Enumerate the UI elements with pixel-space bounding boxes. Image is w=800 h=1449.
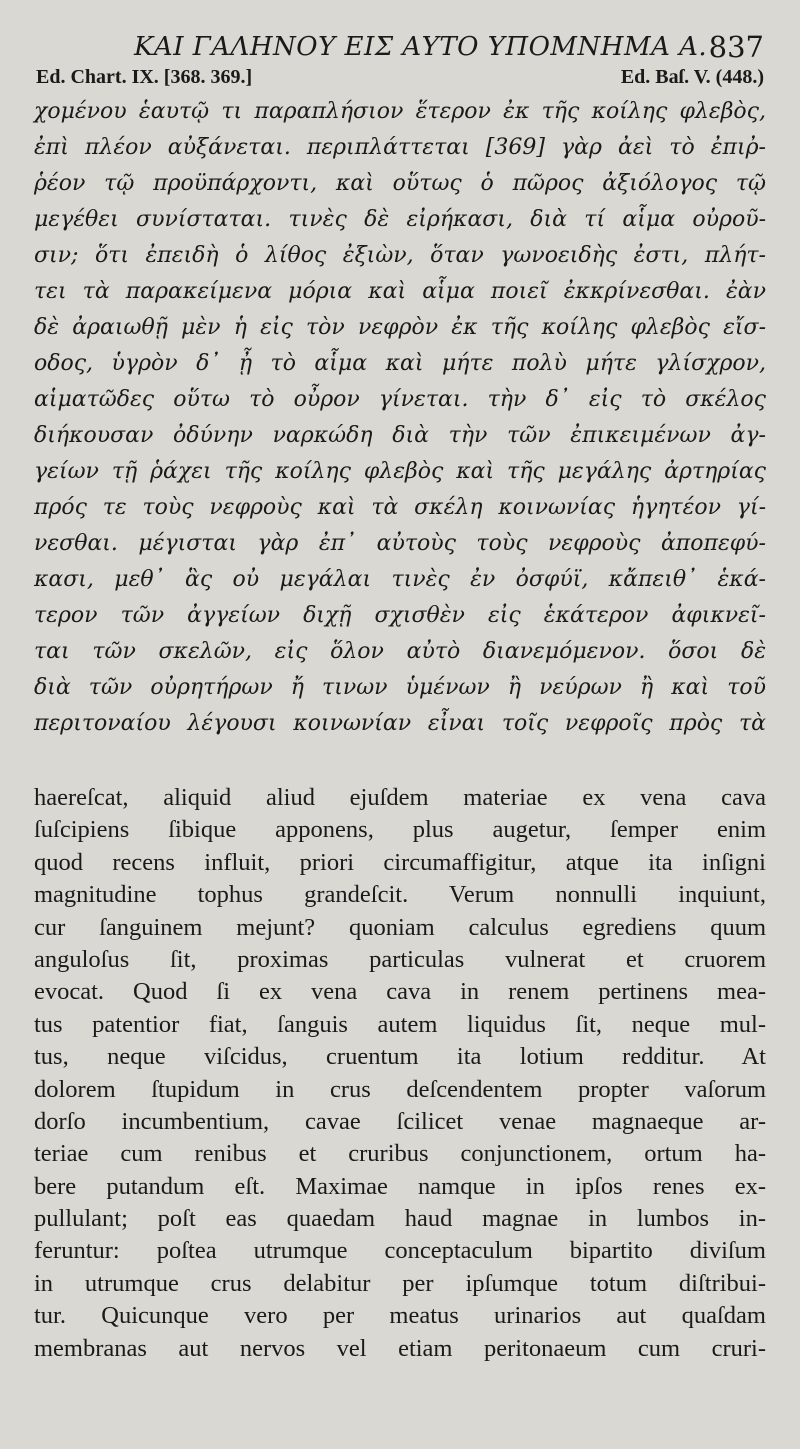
latin-text-line: dorſo incumbentium, cavae ſcilicet venae magnaeque ar-	[34, 1107, 766, 1135]
greek-text-line: πρός τε τοὺς νεφροὺς καὶ τὰ σκέλη κοινωνίας ἡγητέον γί-	[34, 495, 766, 520]
greek-text-line: ἐπὶ πλέον αὐξάνεται. περιπλάττεται [369] γὰρ ἀεὶ τὸ ἐπιῤ-	[34, 135, 766, 160]
latin-text-line: evocat. Quod ſi ex vena cava in renem pertinens mea-	[34, 978, 766, 1006]
latin-text-line: tus, neque viſcidus, cruentum ita lotium redditur. At	[34, 1043, 766, 1071]
latin-text-line: tur. Quicunque vero per meatus urinarios aut quaſdam	[34, 1302, 766, 1330]
greek-text-line: χομένου ἑαυτῷ τι παραπλήσιον ἕτερον ἐκ τῆς κοίλης φλεβὸς,	[34, 99, 766, 124]
greek-text-line: περιτοναίου λέγουσι κοινωνίαν εἶναι τοῖς νεφροῖς πρὸς τὰ	[34, 711, 766, 736]
latin-text-line: anguloſus ſit, proximas particulas vulnerat et cruorem	[34, 945, 766, 973]
latin-text-line: teriae cum renibus et cruribus conjunctionem, ortum ha-	[34, 1140, 766, 1168]
greek-text-line: διὰ τῶν οὐρητήρων ἤ τινων ὑμένων ἢ νεύρων ἢ καὶ τοῦ	[34, 675, 766, 700]
greek-text-line: οδος, ὑγρὸν δ᾽ ᾖ τὸ αἷμα καὶ μήτε πολὺ μήτε γλίσχρον,	[34, 351, 766, 376]
latin-text-line: haereſcat, aliquid aliud ejuſdem materiae ex vena cava	[34, 784, 766, 811]
greek-text-line: ται τῶν σκελῶν, εἰς ὅλον αὐτὸ διανεμόμενον. ὅσοι δὲ	[34, 639, 766, 664]
latin-text-line: bere putandum eſt. Maximae namque in ipſos renes ex-	[34, 1172, 766, 1200]
latin-text-line: quod recens influit, priori circumaffigitur, atque ita inſigni	[34, 848, 766, 876]
running-head	[34, 30, 766, 64]
greek-text-line: σιν; ὅτι ἐπειδὴ ὁ λίθος ἐξιὼν, ὅταν γωνοειδὴς ἐστι, πλήτ-	[34, 243, 766, 268]
latin-text-line: feruntur: poſtea utrumque conceptaculum bipartito diviſum	[34, 1237, 766, 1265]
edition-reference-basel: Ed. Baſ. V. (448.)	[620, 66, 764, 88]
latin-text-line: ſuſcipiens ſibique apponens, plus augetur, ſemper enim	[34, 816, 766, 844]
edition-reference-line	[34, 64, 766, 94]
latin-text-line: membranas aut nervos vel etiam peritonaeum cum cruri-	[34, 1334, 766, 1362]
greek-text-line: κασι, μεθ᾽ ἃς οὐ μεγάλαι τινὲς ἐν ὀσφύϊ, κἄπειθ᾽ ἑκά-	[34, 567, 766, 592]
greek-text-line: δὲ ἀραιωθῇ μὲν ἡ εἰς τὸν νεφρὸν ἐκ τῆς κοίλης φλεβὸς εἴσ-	[34, 315, 766, 340]
latin-text-block	[34, 782, 766, 1365]
greek-text-line: τερον τῶν ἀγγείων διχῇ σχισθὲν εἰς ἑκάτερον ἀφικνεῖ-	[34, 603, 766, 628]
greek-text-block	[34, 94, 766, 742]
greek-text-line: διήκουσαν ὀδύνην ναρκώδη διὰ τὴν τῶν ἐπικειμένων ἀγ-	[34, 423, 766, 448]
greek-text-line: αἱματῶδες οὕτω τὸ οὖρον γίνεται. τὴν δ᾽ εἰς τὸ σκέλος	[34, 387, 766, 412]
latin-text-line: pullulant; poſt eas quaedam haud magnae in lumbos in-	[34, 1205, 766, 1233]
page-number: 837	[708, 30, 764, 64]
greek-text-line: γείων τῇ ῥάχει τῆς κοίλης φλεβὸς καὶ τῆς μεγάλης ἀρτηρίας	[34, 459, 766, 484]
latin-text-line: in utrumque crus delabitur per ipſumque totum diſtribui-	[34, 1269, 766, 1297]
edition-reference-chartier: Ed. Chart. IX. [368. 369.]	[36, 66, 253, 88]
running-title: ΚΑΙ ΓΑΛΗΝΟΥ ΕΙΣ ΑΥΤΟ ΥΠΟΜΝΗΜΑ Α.	[134, 32, 708, 62]
latin-text-line: dolorem ſtupidum in crus deſcendentem propter vaſorum	[34, 1075, 766, 1103]
latin-text-line: magnitudine tophus grandeſcit. Verum nonnulli inquiunt,	[34, 881, 766, 909]
greek-text-line: τει τὰ παρακείμενα μόρια καὶ αἷμα ποιεῖ ἐκκρίνεσθαι. ἐὰν	[34, 279, 766, 304]
greek-text-line: μεγέθει συνίσταται. τινὲς δὲ εἰρήκασι, διὰ τί αἷμα οὐροῦ-	[34, 207, 766, 232]
latin-text-line: tus patentior fiat, ſanguis autem liquidus ſit, neque mul-	[34, 1010, 766, 1038]
greek-text-line: νεσθαι. μέγισται γὰρ ἐπ᾽ αὐτοὺς τοὺς νεφροὺς ἀποπεφύ-	[34, 531, 766, 556]
greek-text-line: ῥέον τῷ προϋπάρχοντι, καὶ οὕτως ὁ πῶρος ἀξιόλογος τῷ	[34, 171, 766, 196]
latin-text-line: cur ſanguinem mejunt? quoniam calculus egrediens quum	[34, 913, 766, 941]
